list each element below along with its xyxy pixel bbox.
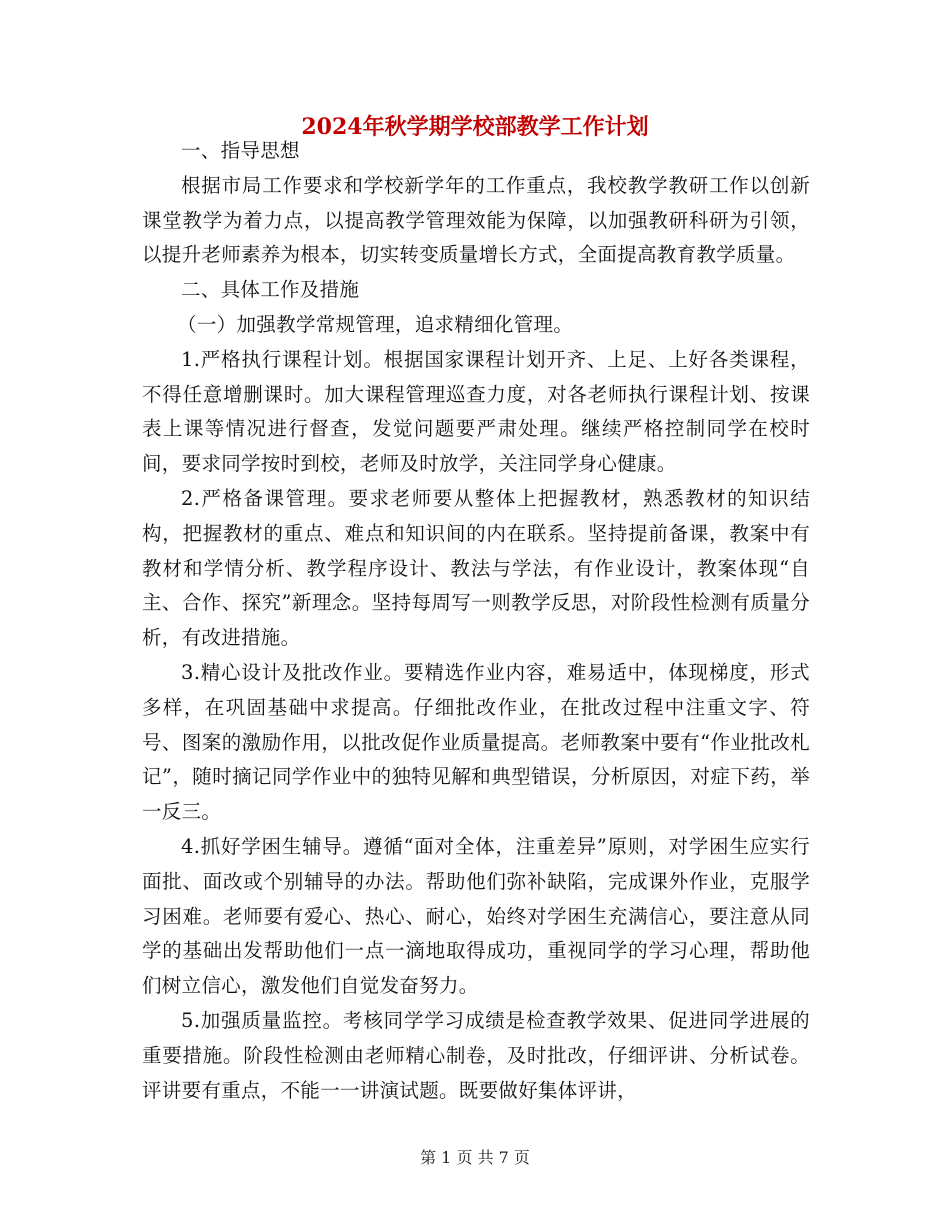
page-number-footer: 第 1 页 共 7 页 xyxy=(420,1148,530,1167)
section-heading-measures: 二、具体工作及措施 xyxy=(181,278,360,302)
paragraph-item-1: 1.严格执行课程计划。根据国家课程计划开齐、上足、上好各类课程，不得任意增删课时。加大课程管理巡查力度，对各老师执行课程计划、按课表上课等情况进行督查，发觉问题要严肃处理。继续严格控制同学在校时间，要求同学按时到校，老师及时放学，关注同学身心健康。 xyxy=(142,347,810,476)
section-heading-guiding-thought: 一、指导思想 xyxy=(181,139,300,162)
subsection-heading-routine-management: （一）加强教学常规管理，追求精细化管理。 xyxy=(177,312,574,336)
document-title: 2024年秋学期学校部教学工作计划 xyxy=(301,114,649,140)
paragraph-item-5: 5.加强质量监控。考核同学学习成绩是检查教学效果、促进同学进展的重要措施。阶段性检测由老师精心制卷，及时批改，仔细评讲、分析试卷。评讲要有重点，不能一一讲演试题。既要做好集体评讲， xyxy=(142,1008,810,1102)
paragraph-guiding-thought: 根据市局工作要求和学校新学年的工作重点，我校教学教研工作以创新课堂教学为着力点，以提高教学管理效能为保障，以加强教研科研为引领，以提升老师素养为根本，切实转变质量增长方式，全面提高教育教学质量。 xyxy=(142,173,810,267)
paragraph-item-3: 3.精心设计及批改作业。要精选作业内容，难易适中，体现梯度，形式多样，在巩固基础中求提高。仔细批改作业，在批改过程中注重文字、符号、图案的激励作用，以批改促作业质量提高。老师教案中要有“作业批改札记”，随时摘记同学作业中的独特见解和典型错误，分析原因，对症下药，举一反三。 xyxy=(142,660,810,824)
document-body xyxy=(142,134,810,1108)
paragraph-item-2: 2.严格备课管理。要求老师要从整体上把握教材，熟悉教材的知识结构，把握教材的重点、难点和知识间的内在联系。坚持提前备课，教案中有教材和学情分析、教学程序设计、教法与学法，有作业设计，教案体现“自主、合作、探究”新理念。坚持每周写一则教学反思，对阶段性检测有质量分析，有改进措施。 xyxy=(142,486,810,650)
paragraph-item-4: 4.抓好学困生辅导。遵循“面对全体，注重差异”原则，对学困生应实行面批、面改或个别辅导的办法。帮助他们弥补缺陷，完成课外作业，克服学习困难。老师要有爱心、热心、耐心，始终对学困生充满信心，要注意从同学的基础出发帮助他们一点一滴地取得成功，重视同学的学习心理，帮助他们树立信心，激发他们自觉发奋努力。 xyxy=(142,834,810,998)
